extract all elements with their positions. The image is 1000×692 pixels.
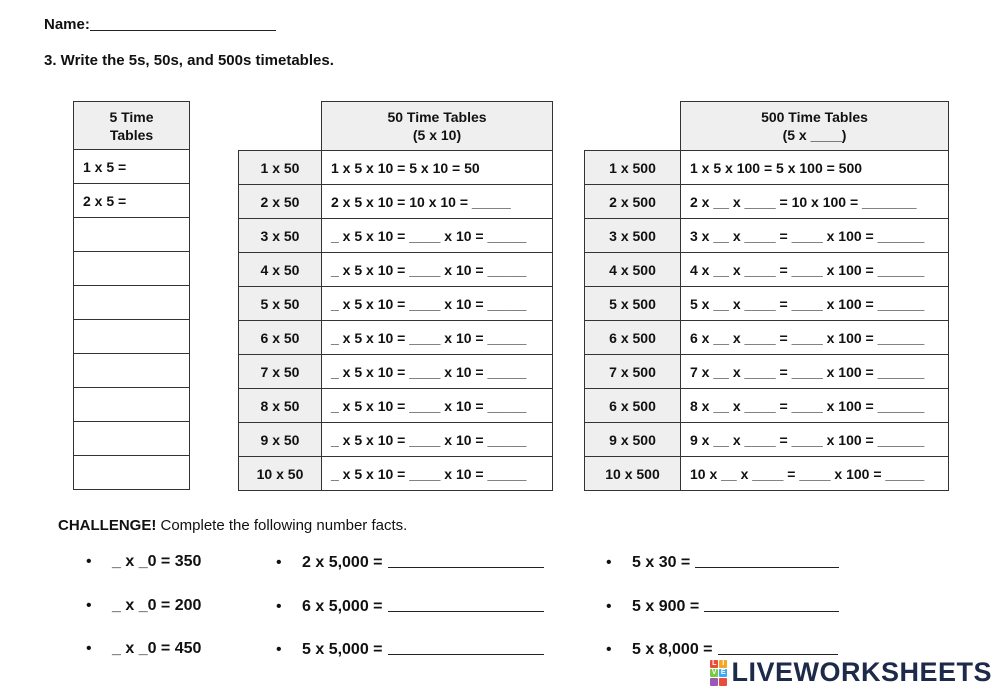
table-row [239, 321, 553, 355]
table-5-cell[interactable] [74, 422, 190, 456]
table-500-header: 500 Time Tables (5 x ____) [681, 102, 949, 151]
table-50-row-label: 6 x 50 [239, 321, 322, 355]
table-50-row-label: 4 x 50 [239, 253, 322, 287]
table-row [74, 286, 190, 320]
table-row [585, 185, 949, 219]
table-500-row-label: 10 x 500 [585, 457, 681, 491]
table-50-row-equation[interactable]: _ x 5 x 10 = ____ x 10 = _____ [322, 219, 553, 253]
table-50-row-equation[interactable]: _ x 5 x 10 = ____ x 10 = _____ [322, 355, 553, 389]
challenge-fact [86, 597, 201, 615]
bullet: • [86, 553, 92, 570]
table-50-row-equation[interactable]: _ x 5 x 10 = ____ x 10 = _____ [322, 389, 553, 423]
table-500-row-equation[interactable]: 7 x __ x ____ = ____ x 100 = ______ [681, 355, 949, 389]
fact-text: 5 x 900 = [632, 598, 700, 615]
table-50-row-label: 3 x 50 [239, 219, 322, 253]
logo-mark-tile: E [720, 668, 727, 676]
table-500-row-equation[interactable]: 5 x __ x ____ = ____ x 100 = ______ [681, 287, 949, 321]
table-row [239, 287, 553, 321]
table-row [585, 355, 949, 389]
table-50-row-equation[interactable]: _ x 5 x 10 = ____ x 10 = _____ [322, 423, 553, 457]
table-5-cell[interactable]: 1 x 5 = [74, 150, 190, 184]
table-5-cell[interactable] [74, 218, 190, 252]
table-500-row-equation[interactable]: 6 x __ x ____ = ____ x 100 = ______ [681, 321, 949, 355]
bullet: • [606, 554, 612, 571]
table-500-row-label: 9 x 500 [585, 423, 681, 457]
table-500-row-label: 6 x 500 [585, 389, 681, 423]
logo-mark-tile [719, 678, 727, 686]
challenge-fact [86, 640, 201, 658]
table-50-row-label: 10 x 50 [239, 457, 322, 491]
table-500-times [584, 101, 949, 491]
table-5-cell[interactable] [74, 388, 190, 422]
table-500-row-equation[interactable]: 9 x __ x ____ = ____ x 100 = ______ [681, 423, 949, 457]
answer-blank[interactable] [388, 640, 544, 655]
name-label: Name: [44, 16, 90, 33]
table-50-row-label: 5 x 50 [239, 287, 322, 321]
table-500-row-label: 5 x 500 [585, 287, 681, 321]
answer-blank[interactable] [388, 553, 544, 568]
table-500-row-equation[interactable]: 2 x __ x ____ = 10 x 100 = _______ [681, 185, 949, 219]
bullet: • [86, 597, 92, 614]
table-row [74, 320, 190, 354]
table-row [239, 389, 553, 423]
table-row [239, 423, 553, 457]
table-row [239, 219, 553, 253]
table-row [585, 287, 949, 321]
table-row [239, 457, 553, 491]
table-500-row-equation[interactable]: 4 x __ x ____ = ____ x 100 = ______ [681, 253, 949, 287]
table-50-row-equation[interactable]: _ x 5 x 10 = ____ x 10 = _____ [322, 457, 553, 491]
table-row [585, 457, 949, 491]
table-50-times [238, 101, 553, 491]
table-50-row-equation[interactable]: _ x 5 x 10 = ____ x 10 = _____ [322, 287, 553, 321]
fact-text: 2 x 5,000 = [302, 554, 383, 571]
table-row [239, 355, 553, 389]
table-row [585, 253, 949, 287]
table-row [239, 185, 553, 219]
logo-mark-tile: V [711, 668, 718, 676]
table-50-row-label: 2 x 50 [239, 185, 322, 219]
table-50-row-label: 7 x 50 [239, 355, 322, 389]
table-5-header: 5 Time Tables [74, 102, 190, 150]
table-500-row-equation[interactable]: 8 x __ x ____ = ____ x 100 = ______ [681, 389, 949, 423]
table-row [74, 422, 190, 456]
challenge-text: Complete the following number facts. [160, 517, 408, 534]
table-50-header: 50 Time Tables (5 x 10) [322, 102, 553, 151]
table-5-times [73, 101, 190, 490]
fact-text: 5 x 5,000 = [302, 641, 383, 658]
table-50-row-equation[interactable]: _ x 5 x 10 = ____ x 10 = _____ [322, 321, 553, 355]
logo-mark-tile: L [712, 659, 717, 667]
table-row [74, 354, 190, 388]
table-500-row-label: 4 x 500 [585, 253, 681, 287]
logo-mark-tile: I [719, 660, 727, 668]
table-50-corner [239, 102, 322, 151]
answer-blank[interactable] [695, 553, 839, 568]
name-blank[interactable] [90, 16, 276, 31]
table-500-row-label: 3 x 500 [585, 219, 681, 253]
challenge-fact [276, 640, 544, 659]
challenge-fact [276, 553, 544, 572]
table-row [74, 218, 190, 252]
answer-blank[interactable] [718, 640, 838, 655]
table-500-row-label: 1 x 500 [585, 151, 681, 185]
table-500-corner [585, 102, 681, 151]
table-50-row-equation[interactable]: 1 x 5 x 10 = 5 x 10 = 50 [322, 151, 553, 185]
table-row [74, 456, 190, 490]
table-row [585, 321, 949, 355]
table-row [585, 219, 949, 253]
table-row [74, 150, 190, 184]
table-5-cell[interactable] [74, 286, 190, 320]
instruction-text: 3. Write the 5s, 50s, and 500s timetables. [44, 52, 334, 69]
table-5-cell[interactable] [74, 252, 190, 286]
table-50-row-equation[interactable]: _ x 5 x 10 = ____ x 10 = _____ [322, 253, 553, 287]
table-row [239, 151, 553, 185]
fact-text: _ x _0 = 350 [112, 553, 202, 570]
table-row [74, 388, 190, 422]
fact-text: 6 x 5,000 = [302, 598, 383, 615]
table-500-row-label: 7 x 500 [585, 355, 681, 389]
table-5-cell[interactable] [74, 456, 190, 490]
fact-text: 5 x 8,000 = [632, 641, 713, 658]
liveworksheets-logo [710, 657, 992, 688]
liveworksheets-mark-icon [710, 660, 727, 686]
table-500-row-label: 2 x 500 [585, 185, 681, 219]
bullet: • [606, 598, 612, 615]
table-500-row-equation[interactable]: 10 x __ x ____ = ____ x 100 = _____ [681, 457, 949, 491]
bullet: • [276, 554, 282, 571]
answer-blank[interactable] [704, 597, 839, 612]
table-500-row-equation[interactable]: 3 x __ x ____ = ____ x 100 = ______ [681, 219, 949, 253]
challenge-fact [606, 553, 839, 572]
table-row [585, 151, 949, 185]
bullet: • [86, 640, 92, 657]
table-row [74, 184, 190, 218]
bullet: • [276, 598, 282, 615]
name-field[interactable] [44, 16, 276, 33]
table-50-row-label: 1 x 50 [239, 151, 322, 185]
challenge-fact [276, 597, 544, 616]
logo-mark-tile [710, 678, 718, 686]
logo-text: LIVEWORKSHEETS [731, 657, 992, 687]
challenge-fact [606, 597, 839, 616]
table-row [239, 253, 553, 287]
table-row [74, 252, 190, 286]
bullet: • [606, 641, 612, 658]
table-500-row-equation[interactable]: 1 x 5 x 100 = 5 x 100 = 500 [681, 151, 949, 185]
fact-text: _ x _0 = 450 [112, 640, 202, 657]
bullet: • [276, 641, 282, 658]
fact-text: 5 x 30 = [632, 554, 691, 571]
table-5-cell[interactable]: 2 x 5 = [74, 184, 190, 218]
table-5-cell[interactable] [74, 320, 190, 354]
table-500-row-label: 6 x 500 [585, 321, 681, 355]
fact-text: _ x _0 = 200 [112, 597, 202, 614]
challenge-title: CHALLENGE! [58, 517, 157, 534]
challenge-heading [58, 517, 407, 534]
table-5-cell[interactable] [74, 354, 190, 388]
table-row [585, 389, 949, 423]
table-50-row-label: 9 x 50 [239, 423, 322, 457]
table-50-row-equation[interactable]: 2 x 5 x 10 = 10 x 10 = _____ [322, 185, 553, 219]
challenge-fact [86, 553, 201, 571]
table-50-row-label: 8 x 50 [239, 389, 322, 423]
table-row [585, 423, 949, 457]
answer-blank[interactable] [388, 597, 544, 612]
